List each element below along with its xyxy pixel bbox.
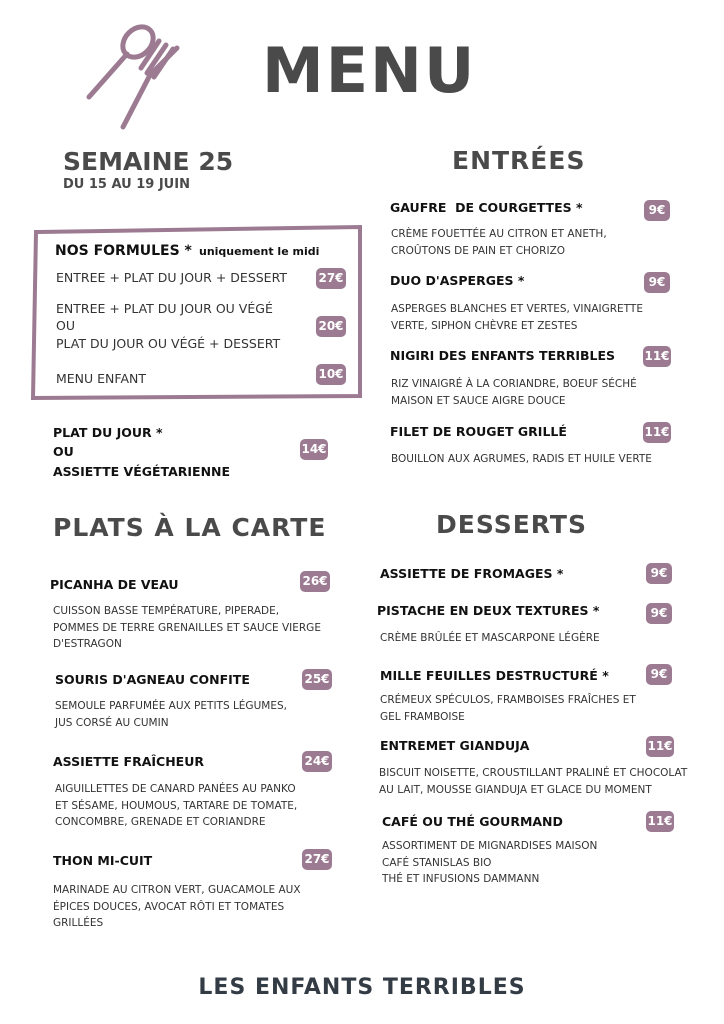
dessert-2-name: PISTACHE EN DEUX TEXTURES * <box>377 603 600 618</box>
dessert-3-price: 9€ <box>646 664 672 685</box>
dessert-2-desc-line1: CRÈME BRÛLÉE ET MASCARPONE LÉGÈRE <box>380 632 600 644</box>
dessert-5-desc <box>382 838 597 888</box>
entree-1-desc <box>391 226 607 259</box>
plat-4-name: THON MI-CUIT <box>53 853 153 868</box>
formules-note: uniquement le midi <box>198 245 320 258</box>
entree-2-name: DUO D'ASPERGES * <box>390 273 525 288</box>
entree-2-desc <box>391 301 643 334</box>
plat-4-desc-line3: GRILLÉES <box>53 917 104 929</box>
dessert-3-name: MILLE FEUILLES DESTRUCTURÉ * <box>380 668 609 683</box>
dessert-1-name: ASSIETTE DE FROMAGES * <box>380 566 564 581</box>
entree-4-desc-line1: BOUILLON AUX AGRUMES, RADIS ET HUILE VERTE <box>391 453 652 465</box>
entree-2-price: 9€ <box>644 272 670 293</box>
plat-3-desc <box>55 781 297 831</box>
plat-1-price: 26€ <box>300 571 330 592</box>
plat-3-desc-line3: CONCOMBRE, GRENADE ET CORIANDRE <box>55 816 266 828</box>
dessert-5-name: CAFÉ OU THÉ GOURMAND <box>382 814 563 829</box>
formules-title <box>55 240 319 259</box>
plat-3-desc-line1: AIGUILLETTES DE CANARD PANÉES AU PANKO <box>55 783 296 795</box>
plat-3-price: 24€ <box>302 751 332 772</box>
entree-4-price: 11€ <box>643 422 671 443</box>
dessert-2-price: 9€ <box>646 603 672 624</box>
entree-1-name: GAUFRE DE COURGETTES * <box>390 200 583 215</box>
formule-2-label-alt: PLAT DU JOUR OU VÉGÉ + DESSERT <box>56 336 281 351</box>
entree-1-desc-line2: CROÛTONS DE PAIN ET CHORIZO <box>391 244 566 257</box>
plat-3-desc-line2: ET SÉSAME, HOUMOUS, TARTARE DE TOMATE, <box>55 799 298 812</box>
dessert-1-price: 9€ <box>646 563 672 584</box>
dessert-4-desc-line2: AU LAIT, MOUSSE GIANDUJA ET GLACE DU MOMENT <box>379 783 652 796</box>
dessert-5-desc-line3: THÉ ET INFUSIONS DAMMANN <box>382 873 540 885</box>
plat-1-desc <box>53 603 321 653</box>
plat-du-jour-price: 14€ <box>300 439 328 460</box>
spoon-fork-icon <box>80 15 200 135</box>
dessert-5-price: 11€ <box>646 811 674 832</box>
formule-1-label: ENTREE + PLAT DU JOUR + DESSERT <box>56 270 287 285</box>
desserts-title: DESSERTS <box>436 510 587 539</box>
plat-1-name: PICANHA DE VEAU <box>50 577 179 592</box>
plat-du-jour-or: OU <box>53 444 74 459</box>
plat-2-desc-line1: SEMOULE PARFUMÉE AUX PETITS LÉGUMES, <box>55 700 287 712</box>
dessert-4-name: ENTREMET GIANDUJA <box>380 738 530 753</box>
plat-2-price: 25€ <box>302 669 332 690</box>
plat-du-jour-line3: ASSIETTE VÉGÉTARIENNE <box>53 464 231 479</box>
plat-1-desc-line2: POMMES DE TERRE GRENAILLES ET SAUCE VIERGE <box>53 621 321 634</box>
formule-2-or: OU <box>56 318 75 333</box>
plat-4-desc-line2: ÉPICES DOUCES, AVOCAT RÔTI ET TOMATES <box>53 900 285 913</box>
dessert-4-desc-line1: BISCUIT NOISETTE, CROUSTILLANT PRALINÉ ET CHOCOLAT <box>379 767 688 779</box>
entree-4-desc <box>391 451 652 468</box>
week-title: SEMAINE 25 <box>63 147 234 176</box>
entree-3-name: NIGIRI DES ENFANTS TERRIBLES <box>390 348 616 363</box>
plat-3-name: ASSIETTE FRAÎCHEUR <box>53 754 204 769</box>
footer-restaurant-name: LES ENFANTS TERRIBLES <box>198 975 526 1000</box>
formule-2-price: 20€ <box>316 316 346 337</box>
entree-2-desc-line1: ASPERGES BLANCHES ET VERTES, VINAIGRETTE <box>391 303 643 315</box>
plat-2-desc <box>55 698 287 731</box>
dessert-4-desc <box>379 765 687 798</box>
entree-3-price: 11€ <box>643 346 671 367</box>
entrees-title: ENTRÉES <box>452 146 586 175</box>
plat-4-desc <box>53 882 301 932</box>
dessert-3-desc-line2: GEL FRAMBOISE <box>380 710 465 723</box>
formules-title-text: NOS FORMULES * <box>55 243 192 259</box>
plat-2-name: SOURIS D'AGNEAU CONFITE <box>55 672 250 687</box>
formule-1-price: 27€ <box>316 268 346 289</box>
entree-1-price: 9€ <box>644 200 670 221</box>
formule-2-label: ENTREE + PLAT DU JOUR OU VÉGÉ <box>56 301 273 316</box>
entree-1-desc-line1: CRÈME FOUETTÉE AU CITRON ET ANETH, <box>391 228 607 240</box>
formule-3-label: MENU ENFANT <box>56 371 146 386</box>
dessert-5-desc-line2: CAFÉ STANISLAS BIO <box>382 856 492 869</box>
plats-title: PLATS À LA CARTE <box>53 513 327 542</box>
dessert-5-desc-line1: ASSORTIMENT DE MIGNARDISES MAISON <box>382 840 598 852</box>
plat-4-desc-line1: MARINADE AU CITRON VERT, GUACAMOLE AUX <box>53 884 301 896</box>
plat-1-desc-line3: D'ESTRAGON <box>53 638 122 650</box>
dessert-2-desc <box>380 630 600 647</box>
entree-3-desc <box>391 376 637 409</box>
entree-2-desc-line2: VERTE, SIPHON CHÈVRE ET ZESTES <box>391 319 578 332</box>
plat-4-price: 27€ <box>302 849 332 870</box>
page-title: MENU <box>262 34 477 107</box>
formule-3-price: 10€ <box>316 364 346 385</box>
entree-3-desc-line1: RIZ VINAIGRÉ À LA CORIANDRE, BOEUF SÉCHÉ <box>391 378 637 390</box>
plat-2-desc-line2: JUS CORSÉ AU CUMIN <box>55 716 169 729</box>
dessert-3-desc-line1: CRÉMEUX SPÉCULOS, FRAMBOISES FRAÎCHES ET <box>380 694 636 706</box>
plat-1-desc-line1: CUISSON BASSE TEMPÉRATURE, PIPERADE, <box>53 605 280 617</box>
dessert-3-desc <box>380 692 636 725</box>
dessert-4-price: 11€ <box>646 736 674 757</box>
plat-du-jour-line1: PLAT DU JOUR * <box>53 425 163 440</box>
entree-3-desc-line2: MAISON ET SAUCE AIGRE DOUCE <box>391 394 566 407</box>
entree-4-name: FILET DE ROUGET GRILLÉ <box>390 424 567 439</box>
week-dates: DU 15 AU 19 JUIN <box>63 177 190 192</box>
